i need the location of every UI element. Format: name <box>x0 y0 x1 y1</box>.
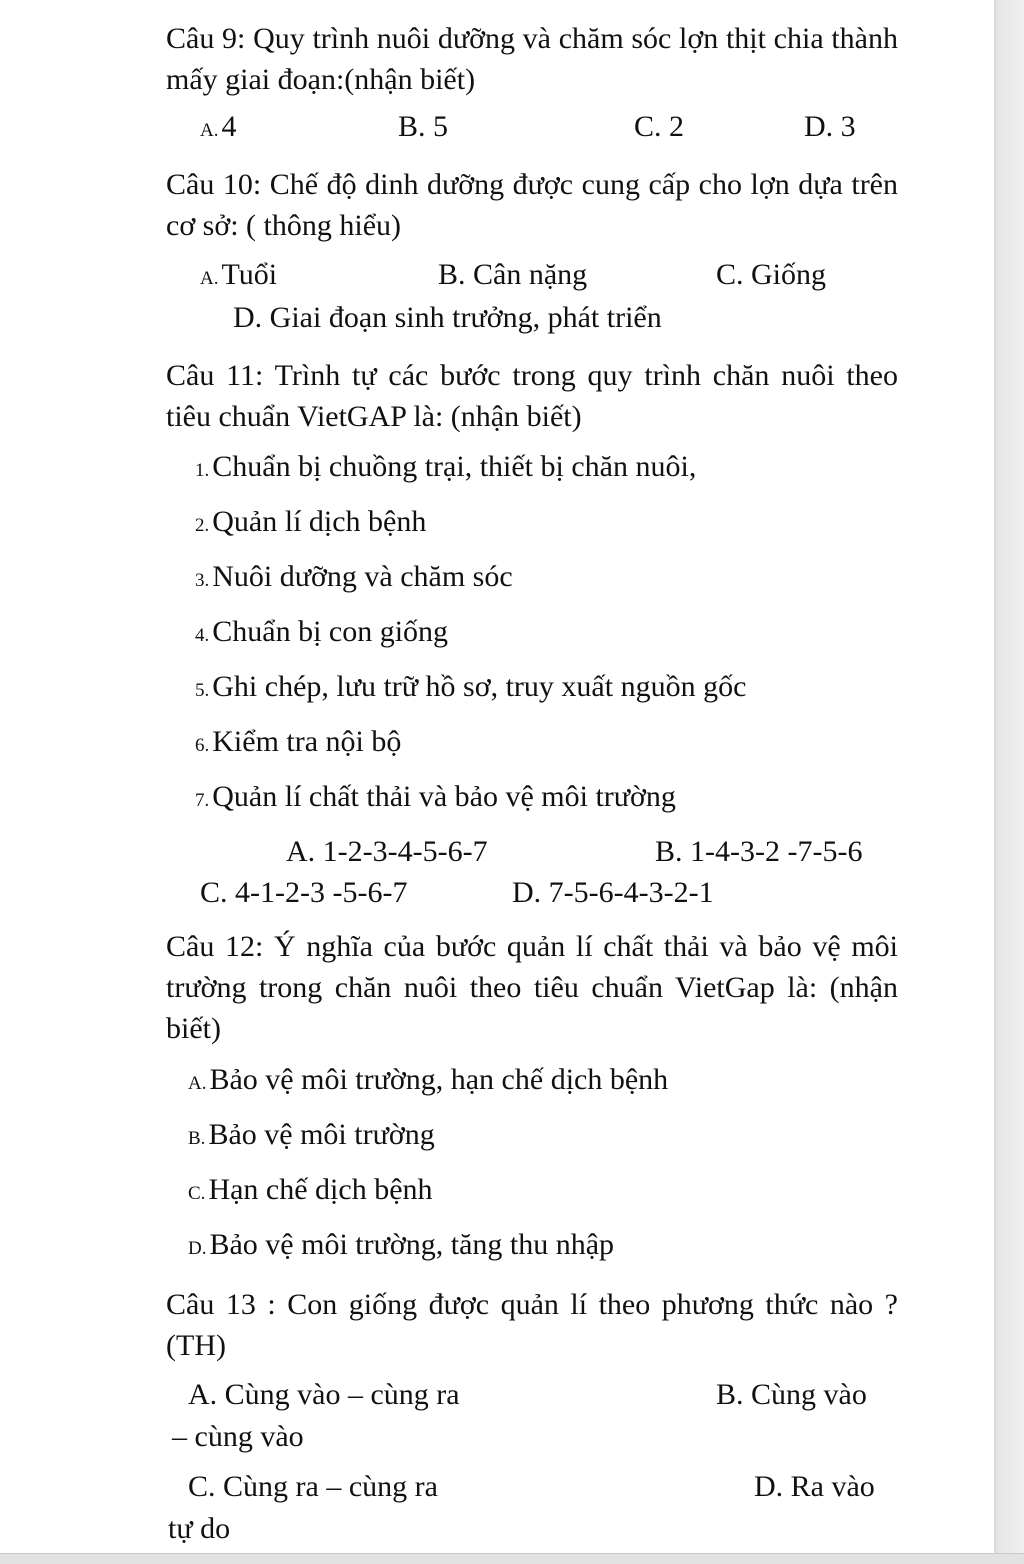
option-prefix: C. <box>188 1183 206 1204</box>
step-number: 2. <box>195 515 210 536</box>
question-11-option-d: D. 7-5-6-4-3-2-1 <box>512 876 714 909</box>
question-13-option-b: B. Cùng vào <box>716 1378 867 1411</box>
option-text: Hạn chế dịch bệnh <box>208 1173 433 1206</box>
option-text: Bảo vệ môi trường, hạn chế dịch bệnh <box>209 1063 669 1096</box>
question-9-option-d: D. 3 <box>804 110 856 143</box>
question-10-option-b: B. Cân nặng <box>438 258 588 291</box>
question-10-option-d: D. Giai đoạn sinh trưởng, phát triển <box>233 301 662 334</box>
question-10-option-a-prefix: A. <box>200 268 219 289</box>
question-11-step <box>195 725 401 760</box>
question-13-option-d: D. Ra vào <box>754 1470 875 1503</box>
question-13-option-c: C. Cùng ra – cùng ra <box>188 1470 438 1503</box>
question-11-option-a: A. 1-2-3-4-5-6-7 <box>286 835 488 868</box>
question-10-option-c: C. Giống <box>716 258 827 291</box>
question-9-option-a <box>200 110 236 145</box>
option-prefix: D. <box>188 1238 207 1259</box>
step-number: 5. <box>195 680 210 701</box>
question-9-option-a-prefix: A. <box>200 120 219 141</box>
question-13-option-a: A. Cùng vào – cùng ra <box>188 1378 460 1411</box>
step-text: Kiểm tra nội bộ <box>212 725 402 758</box>
question-12-option <box>188 1118 435 1153</box>
question-12-option <box>188 1173 433 1208</box>
question-11-step <box>195 670 746 705</box>
step-text: Nuôi dưỡng và chăm sóc <box>212 560 513 593</box>
question-10-option-a <box>200 258 277 293</box>
question-11-step <box>195 505 426 540</box>
step-number: 1. <box>195 460 210 481</box>
option-prefix: A. <box>188 1073 207 1094</box>
question-11-option-b: B. 1-4-3-2 -7-5-6 <box>655 835 863 868</box>
option-prefix: B. <box>188 1128 206 1149</box>
question-9-option-a-text: 4 <box>221 110 237 143</box>
step-text: Chuẩn bị con giống <box>212 615 449 648</box>
question-10-stem: Câu 10: Chế độ dinh dưỡng được cung cấp cho lợn dựa trên cơ sở: ( thông hiểu) <box>166 168 898 242</box>
question-11-option-c: C. 4-1-2-3 -5-6-7 <box>200 876 408 909</box>
question-12-stem: Câu 12: Ý nghĩa của bước quản lí chất thải và bảo vệ môi trường trong chăn nuôi theo tiêu chuẩn VietGap là: (nhận biết) <box>166 930 898 1045</box>
option-text: Bảo vệ môi trường <box>208 1118 435 1151</box>
step-number: 4. <box>195 625 210 646</box>
question-11-step <box>195 450 696 485</box>
question-12-option <box>188 1228 614 1263</box>
question-11-stem: Câu 11: Trình tự các bước trong quy trình chăn nuôi theo tiêu chuẩn VietGAP là: (nhận biết) <box>166 359 898 433</box>
question-9-option-c: C. 2 <box>634 110 685 143</box>
step-number: 3. <box>195 570 210 591</box>
step-text: Quản lí dịch bệnh <box>212 505 427 538</box>
question-12-option <box>188 1063 668 1098</box>
question-9-stem: Câu 9: Quy trình nuôi dưỡng và chăm sóc lợn thịt chia thành mấy giai đoạn:(nhận biết) <box>166 22 898 96</box>
window-bottom-edge <box>0 1553 1024 1564</box>
question-11-step <box>195 560 513 595</box>
step-text: Quản lí chất thải và bảo vệ môi trường <box>212 780 676 813</box>
question-10-option-a-text: Tuổi <box>221 258 278 291</box>
question-11-step <box>195 780 676 815</box>
question-9-option-b: B. 5 <box>398 110 449 143</box>
step-text: Ghi chép, lưu trữ hồ sơ, truy xuất nguồn gốc <box>212 670 747 703</box>
page-edge-shadow <box>994 0 1024 1563</box>
question-11-step <box>195 615 448 650</box>
step-number: 7. <box>195 790 210 811</box>
step-text: Chuẩn bị chuồng trại, thiết bị chăn nuôi, <box>212 450 697 483</box>
question-13-stem: Câu 13 : Con giống được quản lí theo phương thức nào ?(TH) <box>166 1288 898 1362</box>
question-13-option-b-continued: – cùng vào <box>172 1420 304 1453</box>
option-text: Bảo vệ môi trường, tăng thu nhập <box>209 1228 615 1261</box>
question-13-option-d-continued: tự do <box>168 1512 231 1545</box>
step-number: 6. <box>195 735 210 756</box>
